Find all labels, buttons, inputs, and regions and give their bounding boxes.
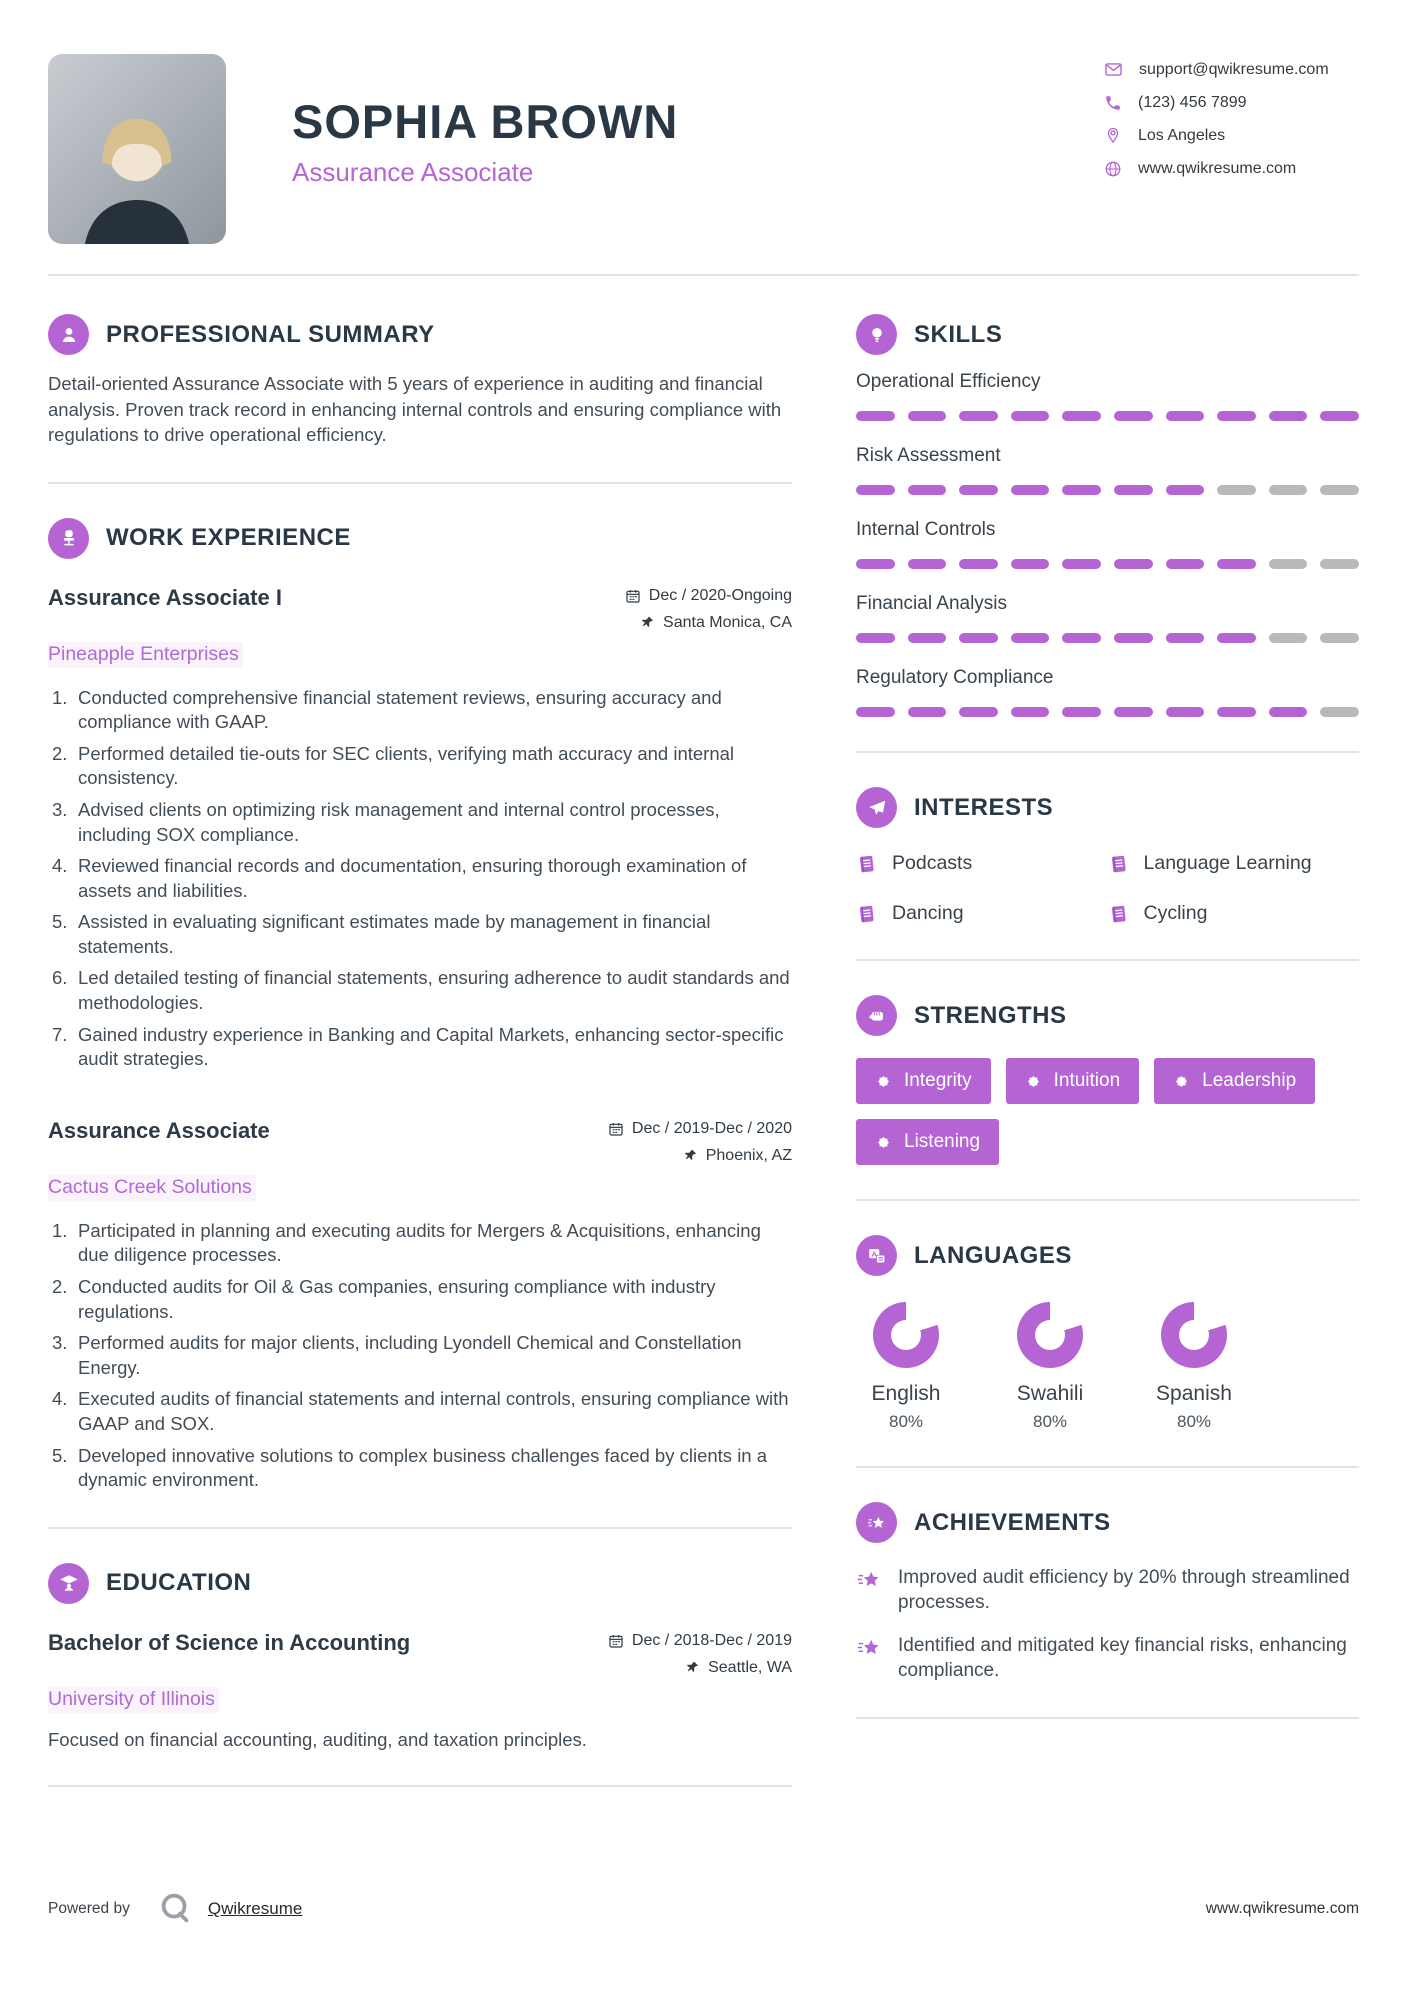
book-icon: [1106, 851, 1130, 875]
skill-list: [856, 371, 1359, 717]
skill-segment-empty: [1320, 633, 1359, 643]
job-date: [608, 1120, 792, 1138]
skill-segment-filled: [1011, 559, 1050, 569]
job-bullet-list: [48, 686, 792, 1072]
job-bullet: Performed detailed tie-outs for SEC clients, verifying math accuracy and internal consistency.: [78, 742, 735, 789]
seal-icon: [875, 1073, 892, 1090]
section-strengths: [856, 995, 1359, 1036]
section-skills: [856, 314, 1359, 355]
skill-segment-filled: [1062, 559, 1101, 569]
section-interests: [856, 787, 1359, 828]
job-date-text: Dec / 2019-Dec / 2020: [631, 1119, 792, 1137]
skill-segment-filled: [1166, 485, 1205, 495]
skill-item: [856, 445, 1359, 495]
strength-label: Integrity: [904, 1070, 972, 1091]
job-title: Assurance Associate I: [48, 584, 282, 610]
section-title: ACHIEVEMENTS: [914, 1508, 1111, 1536]
language-percent: 80%: [1176, 1412, 1212, 1431]
section-achievements: [856, 1502, 1359, 1543]
divider: [856, 751, 1359, 753]
job-location-text: Phoenix, AZ: [705, 1146, 792, 1164]
section-title: EDUCATION: [106, 1569, 252, 1597]
header: [48, 54, 1359, 244]
job-bullet: Led detailed testing of financial statements, ensuring adherence to audit standards and methodologies.: [78, 967, 790, 1014]
strength-list: [856, 1058, 1359, 1165]
skill-segment-empty: [1217, 485, 1256, 495]
language-name: English: [871, 1382, 941, 1405]
seal-icon: [1025, 1073, 1042, 1090]
section-work-experience: [48, 518, 792, 559]
strength-chip: [1154, 1058, 1315, 1104]
strength-label: Leadership: [1202, 1070, 1297, 1091]
person-icon: [48, 314, 89, 355]
interest-label: Cycling: [1143, 902, 1208, 924]
skill-level-bar: [856, 707, 1359, 717]
section-languages: [856, 1235, 1359, 1276]
fist-icon: [856, 995, 897, 1036]
interest-label: Dancing: [892, 902, 964, 924]
book-icon: [855, 851, 879, 875]
contact-block: [1104, 60, 1359, 178]
degree-name: Bachelor of Science in Accounting: [48, 1629, 411, 1655]
book-icon: [1106, 901, 1130, 925]
language-item: [1144, 1302, 1244, 1432]
contact-phone-text: (123) 456 7899: [1138, 94, 1247, 111]
job-bullet: Advised clients on optimizing risk management and internal control processes, including SOX compliance.: [78, 798, 720, 845]
skill-name: Financial Analysis: [856, 593, 1008, 614]
job-bullet: Conducted audits for Oil & Gas companies, ensuring compliance with industry regulations.: [78, 1276, 716, 1322]
skill-level-bar: [856, 485, 1359, 495]
location-pin-icon: [1104, 127, 1122, 145]
skill-level-bar: [856, 559, 1359, 569]
section-title: STRENGTHS: [914, 1001, 1067, 1029]
company-name: Cactus Creek Solutions: [48, 1175, 256, 1201]
company-name: Pineapple Enterprises: [48, 642, 243, 668]
name-block: [292, 95, 679, 188]
job-bullet: Conducted comprehensive financial statement reviews, ensuring accuracy and compliance with GAAP.: [78, 686, 722, 733]
interest-item: [856, 852, 1108, 875]
strength-chip: [1006, 1058, 1140, 1104]
job-bullet: Developed innovative solutions to complex business challenges faced by clients in a dynamic environment.: [78, 1444, 768, 1491]
education-location-text: Seattle, WA: [708, 1658, 792, 1676]
phone-icon: [1104, 94, 1122, 112]
achievement-item: [856, 1633, 1359, 1683]
achievement-item: [856, 1565, 1359, 1615]
skill-segment-filled: [856, 411, 895, 421]
language-item: [856, 1302, 956, 1432]
job-entry: [48, 585, 792, 1072]
skill-segment-filled: [856, 707, 895, 717]
skill-segment-filled: [908, 707, 947, 717]
interest-item: [1108, 852, 1360, 875]
achievement-list: [856, 1565, 1359, 1683]
contact-email-text: support@qwikresume.com: [1139, 60, 1329, 78]
language-donut: [1017, 1302, 1083, 1368]
profile-photo: [48, 54, 226, 244]
skill-segment-empty: [1269, 559, 1308, 569]
interest-label: Podcasts: [892, 852, 973, 874]
strength-label: Intuition: [1053, 1070, 1121, 1091]
divider: [856, 1466, 1359, 1468]
section-title: SKILLS: [914, 320, 1003, 348]
language-donut: [873, 1302, 939, 1368]
lightbulb-icon: [856, 314, 897, 355]
section-title: INTERESTS: [914, 793, 1054, 821]
interest-item: [856, 902, 1108, 925]
skill-name: Regulatory Compliance: [856, 667, 1054, 688]
section-title: WORK EXPERIENCE: [106, 524, 351, 552]
job-bullet: Participated in planning and executing audits for Mergers & Acquisitions, enhancing due diligence processes.: [78, 1219, 761, 1266]
education-location: [685, 1659, 792, 1677]
skill-segment-filled: [856, 485, 895, 495]
summary-text: Detail-oriented Assurance Associate with 5 years of experience in auditing and financial analysis. Proven track record in enhancing internal controls and ensuring compliance with regulations to drive operational efficiency.: [48, 373, 782, 446]
globe-icon: [1104, 160, 1122, 178]
skill-segment-filled: [1114, 559, 1153, 569]
skill-name: Risk Assessment: [856, 445, 1001, 466]
job-bullet-list: [48, 1219, 792, 1493]
skill-segment-empty: [1320, 485, 1359, 495]
calendar-icon: [608, 1121, 624, 1137]
job-bullet: Gained industry experience in Banking and Capital Markets, enhancing sector-specific audit strategies.: [78, 1023, 784, 1070]
education-entry: [48, 1630, 792, 1751]
language-list: [856, 1302, 1359, 1432]
skill-segment-filled: [1166, 707, 1205, 717]
language-name: Swahili: [1016, 1382, 1084, 1405]
skill-segment-filled: [1269, 411, 1308, 421]
pushpin-icon: [683, 1148, 698, 1163]
skill-segment-filled: [1011, 707, 1050, 717]
contact-website[interactable]: [1104, 160, 1359, 178]
skill-segment-filled: [1166, 633, 1205, 643]
divider: [48, 1785, 792, 1787]
skill-segment-filled: [959, 485, 998, 495]
skill-segment-filled: [1217, 411, 1256, 421]
job-bullet: Assisted in evaluating significant estimates made by management in financial statements.: [78, 911, 711, 957]
school-name: University of Illinois: [48, 1687, 219, 1713]
skill-segment-empty: [1320, 707, 1359, 717]
skill-segment-empty: [1269, 633, 1308, 643]
skill-item: [856, 667, 1359, 717]
job-date-text: Dec / 2020-Ongoing: [648, 586, 792, 604]
skill-level-bar: [856, 633, 1359, 643]
education-date: [608, 1632, 792, 1650]
seal-icon: [1173, 1073, 1190, 1090]
skill-segment-filled: [1166, 411, 1205, 421]
skill-segment-filled: [1011, 411, 1050, 421]
skill-item: [856, 519, 1359, 569]
skill-segment-filled: [908, 633, 947, 643]
footer: [48, 1890, 1359, 1928]
interest-label: Language Learning: [1143, 852, 1312, 874]
divider: [48, 482, 792, 484]
job-date: [625, 587, 792, 605]
shooting-star-icon: [856, 1635, 882, 1661]
footer-site-link[interactable]: www.qwikresume.com: [1205, 1900, 1359, 1917]
contact-email[interactable]: [1104, 60, 1359, 79]
right-column: [856, 314, 1359, 1821]
job-title: Assurance Associate: [48, 1117, 270, 1143]
skill-segment-filled: [1217, 633, 1256, 643]
person-name: SOPHIA BROWN: [292, 95, 679, 148]
jobs: [48, 585, 792, 1493]
divider: [856, 1199, 1359, 1201]
skill-segment-filled: [1114, 707, 1153, 717]
strength-chip: [856, 1119, 999, 1165]
contact-phone[interactable]: [1104, 94, 1359, 112]
skill-segment-filled: [908, 485, 947, 495]
achievement-text: Identified and mitigated key financial risks, enhancing compliance.: [898, 1635, 1347, 1682]
calendar-icon: [608, 1633, 624, 1649]
calendar-icon: [625, 588, 641, 604]
header-divider: [48, 274, 1359, 276]
section-title: LANGUAGES: [914, 1241, 1072, 1269]
divider: [48, 1527, 792, 1529]
job-entry: [48, 1118, 792, 1493]
skill-segment-filled: [1217, 707, 1256, 717]
skill-segment-filled: [1062, 633, 1101, 643]
achievement-text: Improved audit efficiency by 20% through streamlined processes.: [898, 1567, 1350, 1614]
star-circle-icon: [856, 1502, 897, 1543]
skill-segment-filled: [959, 411, 998, 421]
divider: [856, 959, 1359, 961]
skill-segment-filled: [959, 559, 998, 569]
email-icon: [1104, 60, 1123, 79]
language-donut: [1161, 1302, 1227, 1368]
office-chair-icon: [48, 518, 89, 559]
qwikresume-logo: [156, 1890, 194, 1928]
book-icon: [855, 901, 879, 925]
pushpin-icon: [685, 1660, 700, 1675]
shooting-star-icon: [856, 1567, 882, 1593]
section-title: PROFESSIONAL SUMMARY: [106, 320, 435, 348]
job-location-text: Santa Monica, CA: [663, 613, 792, 631]
svg-text:A: A: [871, 1249, 877, 1259]
skill-name: Internal Controls: [856, 519, 996, 540]
skill-segment-filled: [1114, 411, 1153, 421]
contact-location[interactable]: [1104, 127, 1359, 145]
strength-label: Listening: [904, 1131, 981, 1152]
job-location: [640, 614, 792, 632]
skill-segment-filled: [856, 559, 895, 569]
interest-list: [856, 852, 1359, 925]
job-location: [683, 1147, 792, 1165]
skill-segment-filled: [1114, 633, 1153, 643]
language-percent: 80%: [888, 1412, 924, 1431]
paper-plane-icon: [856, 787, 897, 828]
skill-segment-filled: [959, 707, 998, 717]
skill-segment-filled: [856, 633, 895, 643]
qwikresume-link[interactable]: Qwikresume: [207, 1899, 303, 1918]
skill-name: Operational Efficiency: [856, 371, 1041, 392]
job-bullet: Reviewed financial records and documentation, ensuring thorough examination of assets and liabilities.: [78, 855, 747, 901]
skill-item: [856, 593, 1359, 643]
education-note: Focused on financial accounting, auditing, and taxation principles.: [48, 1728, 587, 1750]
contact-website-text: www.qwikresume.com: [1138, 160, 1297, 177]
skill-segment-filled: [1320, 411, 1359, 421]
section-education: [48, 1563, 792, 1604]
skill-segment-filled: [908, 411, 947, 421]
section-professional-summary: [48, 314, 792, 355]
skill-segment-filled: [959, 633, 998, 643]
skill-segment-filled: [1269, 707, 1308, 717]
seal-icon: [875, 1134, 892, 1151]
skill-segment-filled: [1114, 485, 1153, 495]
skill-segment-filled: [1011, 633, 1050, 643]
contact-location-text: Los Angeles: [1138, 127, 1226, 144]
divider: [856, 1717, 1359, 1719]
skill-segment-filled: [1217, 559, 1256, 569]
person-title: Assurance Associate: [292, 157, 534, 187]
graduate-icon: [48, 1563, 89, 1604]
translate-icon: [856, 1235, 897, 1276]
skill-segment-empty: [1269, 485, 1308, 495]
skill-level-bar: [856, 411, 1359, 421]
interest-item: [1108, 902, 1360, 925]
skill-item: [856, 371, 1359, 421]
language-name: Spanish: [1156, 1382, 1232, 1405]
pushpin-icon: [640, 615, 655, 630]
skill-segment-filled: [1062, 411, 1101, 421]
skill-segment-filled: [908, 559, 947, 569]
skill-segment-filled: [1062, 485, 1101, 495]
education-date-text: Dec / 2018-Dec / 2019: [631, 1631, 792, 1649]
language-percent: 80%: [1032, 1412, 1068, 1431]
job-bullet: Executed audits of financial statements and internal controls, ensuring compliance with GAAP and SOX.: [78, 1388, 789, 1435]
powered-by-label: Powered by: [48, 1900, 130, 1917]
left-column: [48, 314, 792, 1821]
language-item: [1000, 1302, 1100, 1432]
strength-chip: [856, 1058, 991, 1104]
portrait-silhouette-icon: [62, 100, 212, 244]
job-bullet: Performed audits for major clients, including Lyondell Chemical and Constellation Energy.: [78, 1332, 742, 1378]
skill-segment-empty: [1320, 559, 1359, 569]
skill-segment-filled: [1166, 559, 1205, 569]
skill-segment-filled: [1011, 485, 1050, 495]
skill-segment-filled: [1062, 707, 1101, 717]
